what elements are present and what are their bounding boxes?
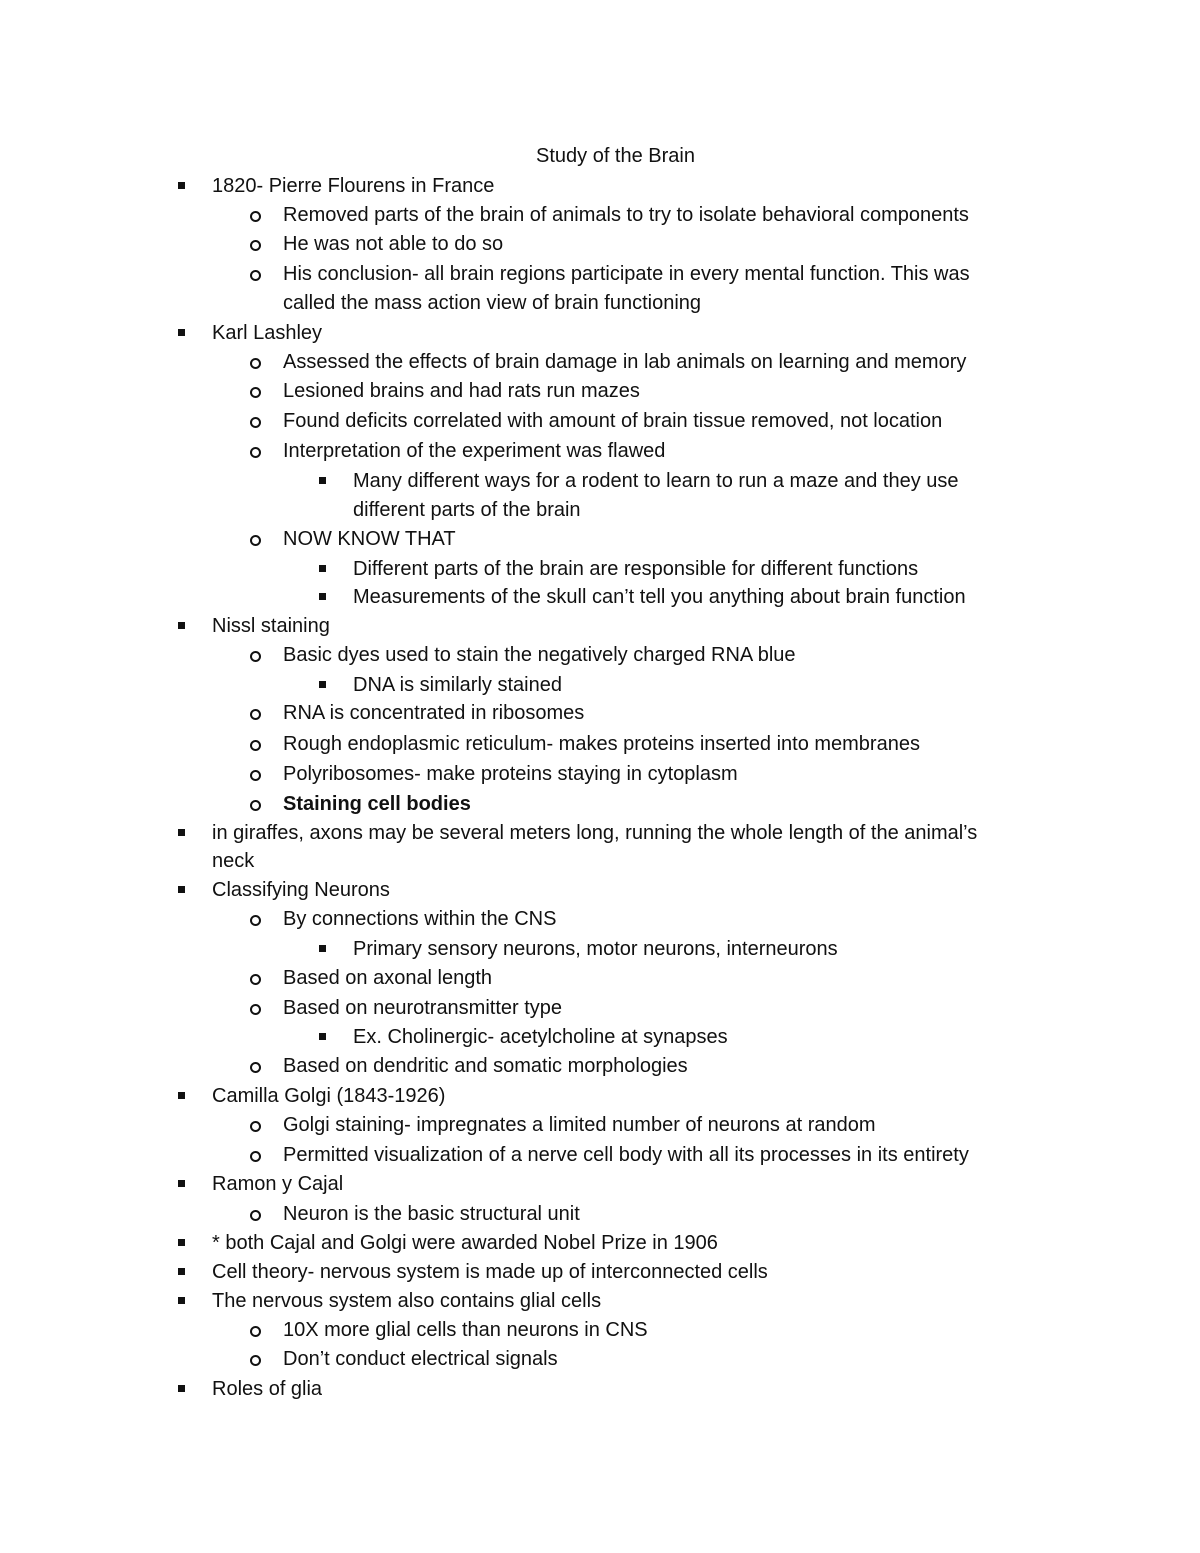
note-line: RNA is concentrated in ribosomes (283, 702, 585, 724)
circle-bullet-icon (250, 800, 261, 811)
square-bullet-icon (319, 1033, 326, 1040)
square-bullet-icon (178, 829, 185, 836)
note-line: called the mass action view of brain functioning (283, 292, 702, 314)
note-line: Based on dendritic and somatic morphologies (283, 1055, 688, 1077)
note-line: 10X more glial cells than neurons in CNS (283, 1319, 648, 1341)
square-bullet-icon (178, 182, 185, 189)
note-line: Removed parts of the brain of animals to try to isolate behavioral components (283, 204, 969, 226)
note-line: Classifying Neurons (212, 879, 390, 901)
note-line: neck (212, 850, 255, 872)
note-line: Lesioned brains and had rats run mazes (283, 380, 640, 402)
note-line: By connections within the CNS (283, 908, 557, 930)
note-line: Basic dyes used to stain the negatively charged RNA blue (283, 644, 796, 666)
circle-bullet-icon (250, 417, 261, 428)
square-bullet-icon (319, 593, 326, 600)
square-bullet-icon (319, 477, 326, 484)
circle-bullet-icon (250, 358, 261, 369)
circle-bullet-icon (250, 240, 261, 251)
square-bullet-icon (178, 1092, 185, 1099)
note-line: 1820- Pierre Flourens in France (212, 175, 495, 197)
square-bullet-icon (319, 681, 326, 688)
note-line: Rough endoplasmic reticulum- makes proteins inserted into membranes (283, 733, 920, 755)
circle-bullet-icon (250, 1121, 261, 1132)
square-bullet-icon (319, 565, 326, 572)
note-line: His conclusion- all brain regions participate in every mental function. This was (283, 263, 970, 285)
circle-bullet-icon (250, 270, 261, 281)
page-title: Study of the Brain (536, 145, 695, 167)
square-bullet-icon (178, 1180, 185, 1187)
circle-bullet-icon (250, 1151, 261, 1162)
circle-bullet-icon (250, 211, 261, 222)
note-line: Cell theory- nervous system is made up of interconnected cells (212, 1261, 768, 1283)
note-line: Many different ways for a rodent to learn to run a maze and they use (353, 470, 959, 492)
square-bullet-icon (178, 886, 185, 893)
circle-bullet-icon (250, 915, 261, 926)
square-bullet-icon (178, 1239, 185, 1246)
note-line: Camilla Golgi (1843-1926) (212, 1085, 446, 1107)
note-line: Permitted visualization of a nerve cell body with all its processes in its entirety (283, 1144, 969, 1166)
note-line: He was not able to do so (283, 233, 504, 255)
note-line: Don’t conduct electrical signals (283, 1348, 558, 1370)
square-bullet-icon (178, 1297, 185, 1304)
note-line: Neuron is the basic structural unit (283, 1203, 580, 1225)
note-line: * both Cajal and Golgi were awarded Nobel Prize in 1906 (212, 1232, 718, 1254)
circle-bullet-icon (250, 1326, 261, 1337)
note-line: Golgi staining- impregnates a limited number of neurons at random (283, 1114, 876, 1136)
note-line: Ramon y Cajal (212, 1173, 344, 1195)
circle-bullet-icon (250, 535, 261, 546)
note-line: Based on axonal length (283, 967, 493, 989)
circle-bullet-icon (250, 740, 261, 751)
circle-bullet-icon (250, 1210, 261, 1221)
note-line: Roles of glia (212, 1378, 323, 1400)
note-line: Interpretation of the experiment was flawed (283, 440, 666, 462)
circle-bullet-icon (250, 447, 261, 458)
circle-bullet-icon (250, 1062, 261, 1073)
circle-bullet-icon (250, 1004, 261, 1015)
circle-bullet-icon (250, 709, 261, 720)
square-bullet-icon (178, 1385, 185, 1392)
square-bullet-icon (178, 622, 185, 629)
circle-bullet-icon (250, 974, 261, 985)
note-line: Ex. Cholinergic- acetylcholine at synapses (353, 1026, 728, 1048)
circle-bullet-icon (250, 770, 261, 781)
note-line: Staining cell bodies (283, 793, 471, 815)
square-bullet-icon (178, 329, 185, 336)
square-bullet-icon (178, 1268, 185, 1275)
note-line: NOW KNOW THAT (283, 528, 456, 550)
note-line: Measurements of the skull can’t tell you anything about brain function (353, 586, 966, 608)
note-line: Polyribosomes- make proteins staying in cytoplasm (283, 763, 738, 785)
square-bullet-icon (319, 945, 326, 952)
note-line: The nervous system also contains glial cells (212, 1290, 602, 1312)
note-line: Karl Lashley (212, 322, 323, 344)
note-line: DNA is similarly stained (353, 674, 562, 696)
note-line: Nissl staining (212, 615, 330, 637)
note-line: Different parts of the brain are responsible for different functions (353, 558, 919, 580)
note-line: Found deficits correlated with amount of brain tissue removed, not location (283, 410, 943, 432)
note-line: different parts of the brain (353, 499, 581, 521)
note-line: Assessed the effects of brain damage in lab animals on learning and memory (283, 351, 967, 373)
circle-bullet-icon (250, 651, 261, 662)
circle-bullet-icon (250, 387, 261, 398)
circle-bullet-icon (250, 1355, 261, 1366)
note-line: Based on neurotransmitter type (283, 997, 563, 1019)
note-line: in giraffes, axons may be several meters long, running the whole length of the animal’s (212, 822, 978, 844)
note-line: Primary sensory neurons, motor neurons, interneurons (353, 938, 838, 960)
